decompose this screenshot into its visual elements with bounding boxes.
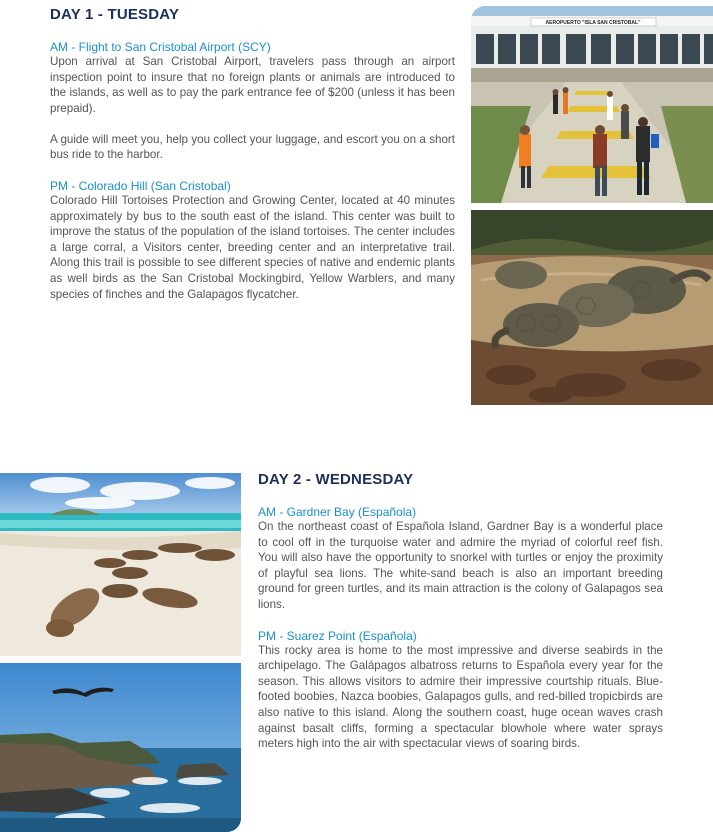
day1-am-paragraph-1: Upon arrival at San Cristobal Airport, travelers pass through an airport inspection point to insure that no foreign plants or animals are introduced to the islands, as well as to pay the park entrance fee of $200 (unless it has been prepaid).: [50, 55, 455, 115]
day1-am-title: AM - Flight to San Cristobal Airport (SCY): [50, 40, 271, 54]
day2-title: DAY 2 - WEDNESDAY: [258, 471, 414, 488]
day1-section: [50, 6, 455, 302]
tortoise-photo: [471, 210, 713, 405]
day1-am-paragraph-2: A guide will meet you, help you collect your luggage, and escort you on a short bus ride to the harbor.: [50, 132, 455, 162]
day2-pm-paragraph: This rocky area is home to the most impressive and diverse seabirds in the archipelago. The Galápagos albatross returns to Española every year for the season. This allows visitors to admire their impressive courtship rituals. Blue-footed boobies, Nazca boobies, Galapagos gulls, and red-billed tropicbirds are also native to this island. Along the southern coast, huge ocean waves crash against basalt cliffs, forming a spectacular blowhole where water sprays meters high into the air with spectacular views of soaring birds.: [258, 643, 663, 751]
sea-lions-beach-photo: [0, 473, 241, 656]
cliffs-albatross-photo: [0, 663, 241, 832]
airport-photo: [471, 6, 713, 203]
day1-pm-paragraph: Colorado Hill Tortoises Protection and Growing Center, located at 40 minutes approximately by bus to the south east of the island. This center was built to improve the status of the population of the island tortoises. The center includes a large corral, a Visitors center, breeding center and an interpretative trail. Along this trail is possible to see different species of native and endemic plants as well birds as the San Cristobal Mockingbird, Yellow Warblers, and many species of finches and the Galapagos flycatcher.: [50, 194, 455, 301]
day2-pm-title: PM - Suarez Point (Española): [258, 628, 417, 643]
day2-am-title: AM - Gardner Bay (Española): [258, 505, 417, 519]
airport-sign: AEROPUERTO "ISLA SAN CRISTOBAL": [545, 20, 641, 26]
day2-am-paragraph: On the northeast coast of Española Island, Gardner Bay is a wonderful place to cool off in the turquoise water and admire the myriad of colorful reef fish. You will also have the opportunity to snorkel with turtles or enjoy the proximity of playful sea lions. The white-sand beach is also an important breeding ground for green turtles, and its main attraction is the colony of Galapagos sea lions.: [258, 520, 663, 611]
day2-section: [258, 471, 663, 752]
day1-pm-title: PM - Colorado Hill (San Cristobal): [50, 179, 231, 194]
day1-title: DAY 1 - TUESDAY: [50, 6, 180, 23]
